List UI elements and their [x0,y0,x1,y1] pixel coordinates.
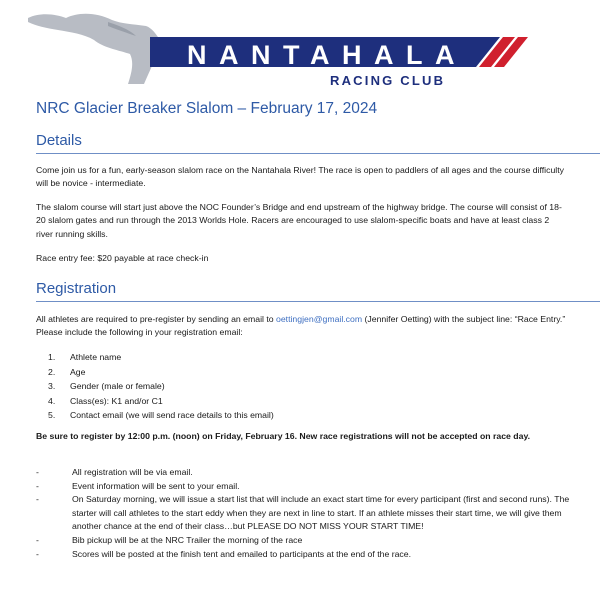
bullet-dash: - [36,480,39,491]
bullet-text: All registration will be via email. [72,467,193,477]
bullet-text: On Saturday morning, we will issue a start list that will include an exact start time for every participant (first and second runs). The starter will call athletes to the start eddy when they are next in line to start. If an athlete misses their start time, we will give them another chance at the end of their class…but PLEASE DO NOT MISS YOUR START TIME! [72,494,570,532]
list-text: Contact email (we will send race details to this email) [70,410,274,421]
list-item [36,480,576,494]
details-heading: Details [36,132,82,149]
bullet-dash: - [36,494,39,505]
list-item [36,534,576,548]
list-text: Class(es): K1 and/or C1 [70,395,163,406]
registration-rule [36,301,600,302]
details-rule [36,153,600,154]
intro-text-end: (Jennifer Oetting) with the subject line: “Race Entry.” Please include the following in your registration email: [36,314,566,338]
page-title: NRC Glacier Breaker Slalom – February 17, 2024 [36,100,378,117]
list-item [48,365,274,380]
details-paragraph-1: Come join us for a fun, early-season slalom race on the Nantahala River! The race is open to paddlers of all ages and the course difficulty will be novice - intermediate. [36,165,564,189]
bullet-text: Bib pickup will be at the NRC Trailer the morning of the race [72,534,303,545]
list-number: 5. [48,410,56,421]
list-number: 3. [48,381,56,392]
bullet-dash: - [36,467,39,477]
registration-heading: Registration [36,280,117,297]
bullet-dash: - [36,548,39,559]
list-number: 4. [48,395,56,406]
contact-email-link[interactable]: oettingjen@gmail.com [276,314,363,324]
list-number: 1. [48,352,56,362]
list-item [36,548,576,562]
list-number: 2. [48,366,56,377]
brand-subtitle: RACING CLUB [330,73,446,88]
details-paragraph-2: The slalom course will start just above the NOC Founder’s Bridge and end upstream of the highway bridge. The course will consist of 18-20 slalom gates and run through the 2013 Worlds Hole. Racers are encouraged to use slalom-specific boats and have at least class 2 river running skills. [36,202,562,239]
list-item [36,466,576,480]
registration-notes-list [36,466,576,561]
bullet-text: Scores will be posted at the finish tent and emailed to participants at the end of the race. [72,548,412,559]
list-text: Athlete name [70,352,122,362]
list-item [48,379,274,394]
list-item [48,408,274,423]
registration-intro [36,313,566,340]
bullet-text: Event information will be sent to your email. [72,480,240,491]
bullet-dash: - [36,534,39,545]
list-item [48,394,274,409]
intro-text-start: All athletes are required to pre-register by sending an email to [36,314,277,324]
list-text: Gender (male or female) [70,381,165,392]
details-entry-fee: Race entry fee: $20 payable at race check-in [36,253,209,263]
club-logo [0,0,600,92]
list-item [48,350,274,365]
required-info-list [48,350,274,423]
list-text: Age [70,366,86,377]
brand-wordmark: NANTAHALA [187,40,467,70]
list-item [36,493,576,534]
registration-deadline: Be sure to register by 12:00 p.m. (noon) on Friday, February 16. New race registrations will not be accepted on race day. [36,431,531,441]
